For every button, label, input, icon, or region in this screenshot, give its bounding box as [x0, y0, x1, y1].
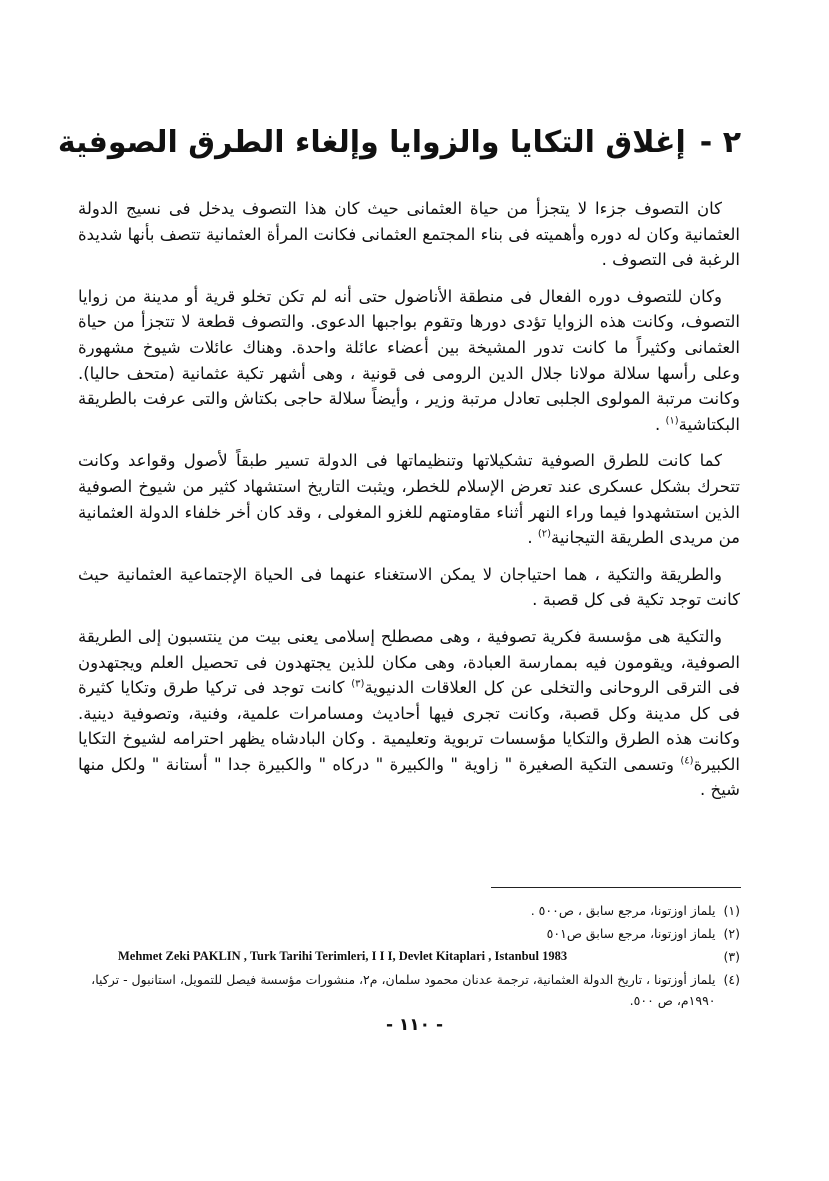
section-number: ٢ -: [699, 125, 741, 160]
section-heading: [57, 118, 741, 168]
footnote-ref-1[interactable]: (١): [665, 415, 679, 427]
page-number: - ١١٠ -: [385, 1015, 444, 1035]
footnote-ref-4[interactable]: (٤): [680, 755, 694, 767]
paragraph-5-end: وتسمى التكية الصغيرة " زاوية " والكبيرة " دركاه " والكبيرة جدا " أستانة " ولكل منها شيخ .: [78, 754, 740, 800]
paragraph-3-text: كما كانت للطرق الصوفية تشكيلاتها وتنظيماتها فى الدولة تسير طبقاً لأصول وقواعد وكانت تتحرك بشكل عسكرى عند تعرض الإسلام للخطر، ويثبت التاريخ استشهاد كثير من شيوخ الصوفية الذين استشهدوا فيما وراء النهر أثناء مقاومتهم للغزو المغولى ، وقد كان أخر خلفاء الدولة العثمانية من مريدى الطريقة التيجانية: [78, 451, 740, 548]
paragraph-5-middle: كانت توجد فى تركيا طرق وتكايا كثيرة فى كل مدينة وكل قصبة، وكانت تجرى فيها أحاديث ومسامرات علمية، وفنية، وتصوفية دينية. وكانت هذه الطرق والتكايا مؤسسات تربوية وتعليمية . وكان البادشاه يظهر احترامه لشيوخ التكايا الكبيرة: [78, 678, 740, 774]
footnote-number: (٢): [723, 926, 740, 941]
footnotes: [88, 900, 740, 1013]
footnote-2: [88, 923, 740, 944]
footnote-ref-2[interactable]: (٢): [537, 528, 552, 540]
paragraph-2-end: .: [654, 414, 666, 434]
paragraph-2: [78, 284, 740, 438]
footnote-text: يلماز اوزتونا، مرجع سابق ص٥٠١: [546, 926, 716, 941]
footnote-number: (٤): [723, 972, 740, 987]
footnote-ref-3[interactable]: (٣): [351, 678, 365, 690]
footnote-number: (٣): [723, 949, 740, 964]
paragraph-3-end: .: [527, 528, 538, 548]
paragraph-4-text: والطريقة والتكية ، هما احتياجان لا يمكن الاستغناء عنهما فى الحياة الإجتماعية العثمانية حيث كانت توجد تكية فى كل قصبة .: [78, 564, 740, 610]
paragraph-4: [78, 562, 740, 613]
footnote-3: [88, 946, 740, 967]
footnote-4: [88, 969, 740, 1011]
footnote-divider: [491, 887, 741, 888]
section-title: إغلاق التكايا والزوايا وإلغاء الطرق الصوفية: [57, 125, 686, 160]
footnote-text: Mehmet Zeki PAKLIN , Turk Tarihi Terimleri, I I I, Devlet Kitaplari , Istanbul 1983: [118, 949, 568, 963]
paragraph-1-text: كان التصوف جزءا لا يتجزأ من حياة العثمانى حيث كان هذا التصوف يدخل فى نسيج الدولة العثمانية وكان له دوره وأهميته فى بناء المجتمع العثمانى فكانت المرأة العثمانية تتصف بأنها شديدة الرغبة فى التصوف .: [78, 199, 740, 270]
footnote-text: يلماز أوزتونا ، تاريخ الدولة العثمانية، ترجمة عدنان محمود سلمان، م٢، منشورات مؤسسة فيصل للتمويل، استانبول - تركيا، ١٩٩٠م، ص ٥٠٠.: [91, 972, 716, 1008]
paragraph-2-text: وكان للتصوف دوره الفعال فى منطقة الأناضول حتى أنه لم تكن تخلو قرية أو مدينة من زوايا التصوف، وكانت هذه الزوايا تؤدى دورها وتقوم بواجبها الدعوى. والتصوف قطعة لا تتجزأ من حياة العثمانى وكثيراً ما كانت تدور المشيخة بين أعضاء عائلة واحدة. وهناك عائلات شيوخ مشهورة وعلى رأسها سلالة مولانا جلال الدين الرومى فى قونية ، وهى أشهر تكية عثمانية (متحف حاليا). وكانت مرتبة المولوى الجلبى تعادل مرتبة وزير ، وأيضاً سلالة حاجى بكتاش والتى عرفت بالطريقة البكتاشية: [78, 286, 740, 434]
paragraph-1: [78, 196, 740, 273]
footnote-number: (١): [723, 903, 740, 918]
paragraph-5-text: والتكية هى مؤسسة فكرية تصوفية ، وهى مصطلح إسلامى يعنى بيت من ينتسبون إلى الطريقة الصوفية، ويقومون فيه بممارسة العبادة، وهى مكان للذين يجتهدون فى تحصيل العلم ويجتهدون فى الترقى الروحانى والتخلى عن كل العلاقات الدنيوية: [78, 626, 740, 698]
body-text: [78, 196, 740, 813]
footnote-text: يلماز اوزتونا، مرجع سابق ، ص٥٠٠ .: [530, 903, 716, 918]
paragraph-3: [78, 448, 740, 550]
footnote-1: [88, 900, 740, 921]
paragraph-5: [78, 624, 740, 803]
